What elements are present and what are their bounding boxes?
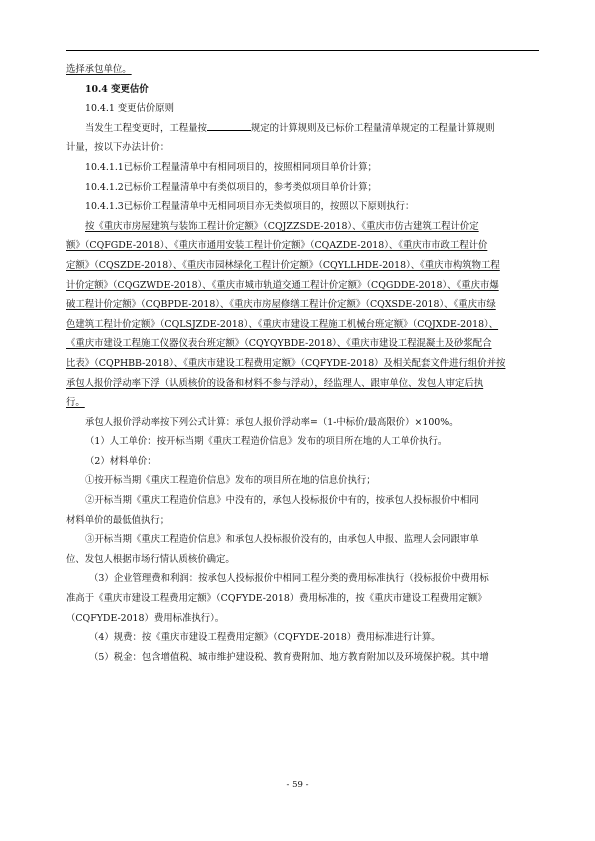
text-line: 额》（CQFGDE-2018）、《重庆市通用安装工程计价定额》（CQAZDE-2018）、《重庆市市政工程计价 (66, 240, 488, 252)
text-line: ③开标当期《重庆工程造价信息》和承包人投标报价没有的，由承包人申报、监理人会同跟审单 (85, 534, 479, 546)
text-line (66, 60, 539, 80)
text-line: 定额》（CQSZDE-2018）、《重庆市园林绿化工程计价定额》（CQYLLHDE-2018）、《重庆市构筑物工程 (66, 259, 500, 271)
page-body (66, 60, 539, 667)
underlined-text: 选择承包单位。 (66, 64, 132, 75)
section-heading: 10.4 变更估价 (85, 83, 149, 95)
text-line: 承包人报价浮动率按下列公式计算：承包人报价浮动率=（1-中标价/最高限价）×100%。 (85, 416, 459, 428)
text-line: 当发生工程变更时，工程量按 规定的计算规则及已标价工程量清单规定的工程量计算规则 (85, 122, 495, 134)
text-line: 10.4.1.2已标价工程量清单中有类似项目的，参考类似项目单价计算； (85, 181, 377, 193)
text-line: 比表》（CQPHBB-2018）、《重庆市建设工程费用定额》（CQFYDE-2018）及相关配套文件进行组价并按 (66, 357, 506, 369)
text-line: ①按开标当期《重庆工程造价信息》发布的项目所在地的信息价执行； (85, 475, 376, 487)
text-line: （2）材料单价： (85, 455, 157, 467)
text-line: ②开标当期《重庆工程造价信息》中没有的，承包人投标报价中有的，按承包人投标报价中相同 (85, 495, 479, 507)
page-number: - 59 - (286, 780, 309, 790)
text-line: 承包人报价浮动率下浮（认质核价的设备和材料不参与浮动），经监理人、跟审单位、发包人审定后执 (66, 377, 484, 389)
text-line: 《重庆市建设工程施工仪器仪表台班定额》（CQYQYBDE-2018）、《重庆市建设工程混凝土及砂浆配合 (66, 338, 492, 350)
text-line: （1）人工单价：按开标当期《重庆工程造价信息》发布的项目所在地的人工单价执行。 (85, 436, 448, 448)
text-line: 破工程计价定额》（CQBPDE-2018）、《重庆市房屋修缮工程计价定额》（CQXSDE-2018）、《重庆市绿 (66, 299, 496, 311)
text-line: （CQFYDE-2018）费用标准执行）。 (66, 612, 225, 624)
text-line: 计价定额》（CQGZWDE-2018）、《重庆市城市轨道交通工程计价定额》（CQGDDE-2018）、《重庆市爆 (66, 279, 499, 291)
text-line: 10.4.1.1已标价工程量清单中有相同项目的，按照相同项目单价计算； (85, 161, 377, 173)
header-rule (66, 50, 539, 51)
text-line: 10.4.1.3已标价工程量清单中无相同项目亦无类似项目的，按照以下原则执行： (85, 201, 415, 213)
text-line: （4）规费：按《重庆市建设工程费用定额》（CQFYDE-2018）费用标准进行计算。 (89, 632, 441, 644)
text-line: 位、发包人根据市场行情认质核价确定。 (66, 553, 235, 565)
text-line: 材料单价的最低值执行； (66, 514, 170, 526)
text-line: 计量，按以下办法计价： (66, 142, 170, 154)
text-line: （3）企业管理费和利润：按承包人投标报价中相同工程分类的费用标准执行（投标报价中费用标 (89, 573, 489, 585)
text-line: 色建筑工程计价定额》（CQLSJZDE-2018）、《重庆市建设工程施工机械台班定额》（CQJXDE-2018）、 (66, 318, 499, 330)
text-line: 按《重庆市房屋建筑与装饰工程计价定额》（CQJZZSDE-2018）、《重庆市仿古建筑工程计价定 (85, 220, 479, 232)
text-line: 准高于《重庆市建设工程费用定额》（CQFYDE-2018）费用标准的，按《重庆市建设工程费用定额》 (66, 593, 487, 605)
text-line: （5）税金：包含增值税、城市维护建设税、教育费附加、地方教育附加以及环境保护税。其中增 (89, 651, 489, 663)
fill-in-blank (207, 121, 251, 131)
text-line: 行。 (66, 397, 85, 409)
subsection-heading: 10.4.1 变更估价原则 (85, 103, 175, 115)
